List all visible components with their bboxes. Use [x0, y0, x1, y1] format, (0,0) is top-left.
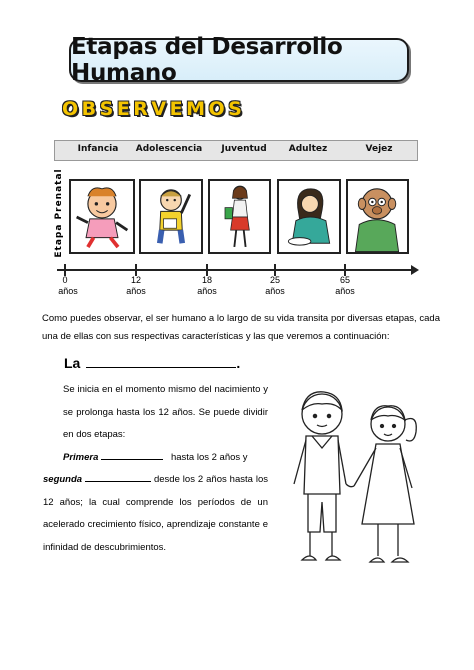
segunda-rest: desde los 2 años hasta los 12 años; la cual comprende los períodos de un acelerado crecimiento físico, aprendizaje constante e infinidad de descubrimientos. [43, 474, 269, 553]
tick-unit: años [126, 286, 146, 296]
tick-unit: años [58, 286, 78, 296]
young-woman-picture [208, 179, 271, 254]
primera-label: Primera [63, 451, 99, 463]
body-paragraph-1: Se inicia en el momento mismo del nacimiento y se prolonga hasta los 12 años. Se puede dividir en dos etapas: [63, 384, 268, 440]
primera-blank[interactable] [101, 451, 163, 460]
tick-value: 12 [130, 275, 142, 285]
prenatal-label-box [54, 161, 64, 265]
children-illustration [282, 384, 432, 584]
segunda-blank[interactable] [85, 473, 151, 482]
prenatal-label: Etapa Prenatal [54, 168, 64, 258]
body-paragraph-3 [43, 469, 268, 559]
teen-picture [139, 179, 203, 254]
primera-rest: hasta los 2 años y [170, 451, 248, 463]
segunda-label: segunda [43, 474, 83, 485]
intro-paragraph: Como puedes observar, el ser humano a lo largo de su vida transita por diversas etapas, cada una de ellas con sus respectivas características y las que veremos a continuación: [42, 313, 440, 342]
fill-heading-suffix: . [236, 355, 241, 371]
stage-label-infancia: Infancia [77, 144, 119, 154]
tick-value: 25 [269, 275, 281, 285]
stage-label-adolescencia: Adolescencia [135, 144, 203, 154]
fill-heading [64, 355, 240, 371]
section-heading: OBSERVEMOS [62, 98, 246, 120]
fill-blank[interactable] [86, 355, 236, 368]
tick-unit: años [265, 286, 285, 296]
title-banner [69, 34, 409, 86]
body-paragraph-2 [43, 447, 268, 470]
baby-picture [69, 179, 135, 254]
page-title: Etapas del Desarrollo Humano [71, 34, 343, 86]
tick-value: 0 [62, 275, 68, 285]
fill-heading-prefix: La [64, 355, 81, 371]
tick-unit: años [197, 286, 217, 296]
stage-label-juventud: Juventud [221, 144, 267, 154]
tick-value: 18 [201, 275, 213, 285]
elderly-man-picture [346, 179, 409, 254]
body-text [43, 379, 268, 559]
stage-label-adultez: Adultez [288, 144, 328, 154]
adult-woman-picture [277, 179, 341, 254]
timeline-axis [57, 269, 412, 271]
stage-label-vejez: Vejez [365, 144, 393, 154]
axis-arrow-icon [411, 265, 419, 275]
tick-unit: años [335, 286, 355, 296]
tick-value: 65 [339, 275, 351, 285]
